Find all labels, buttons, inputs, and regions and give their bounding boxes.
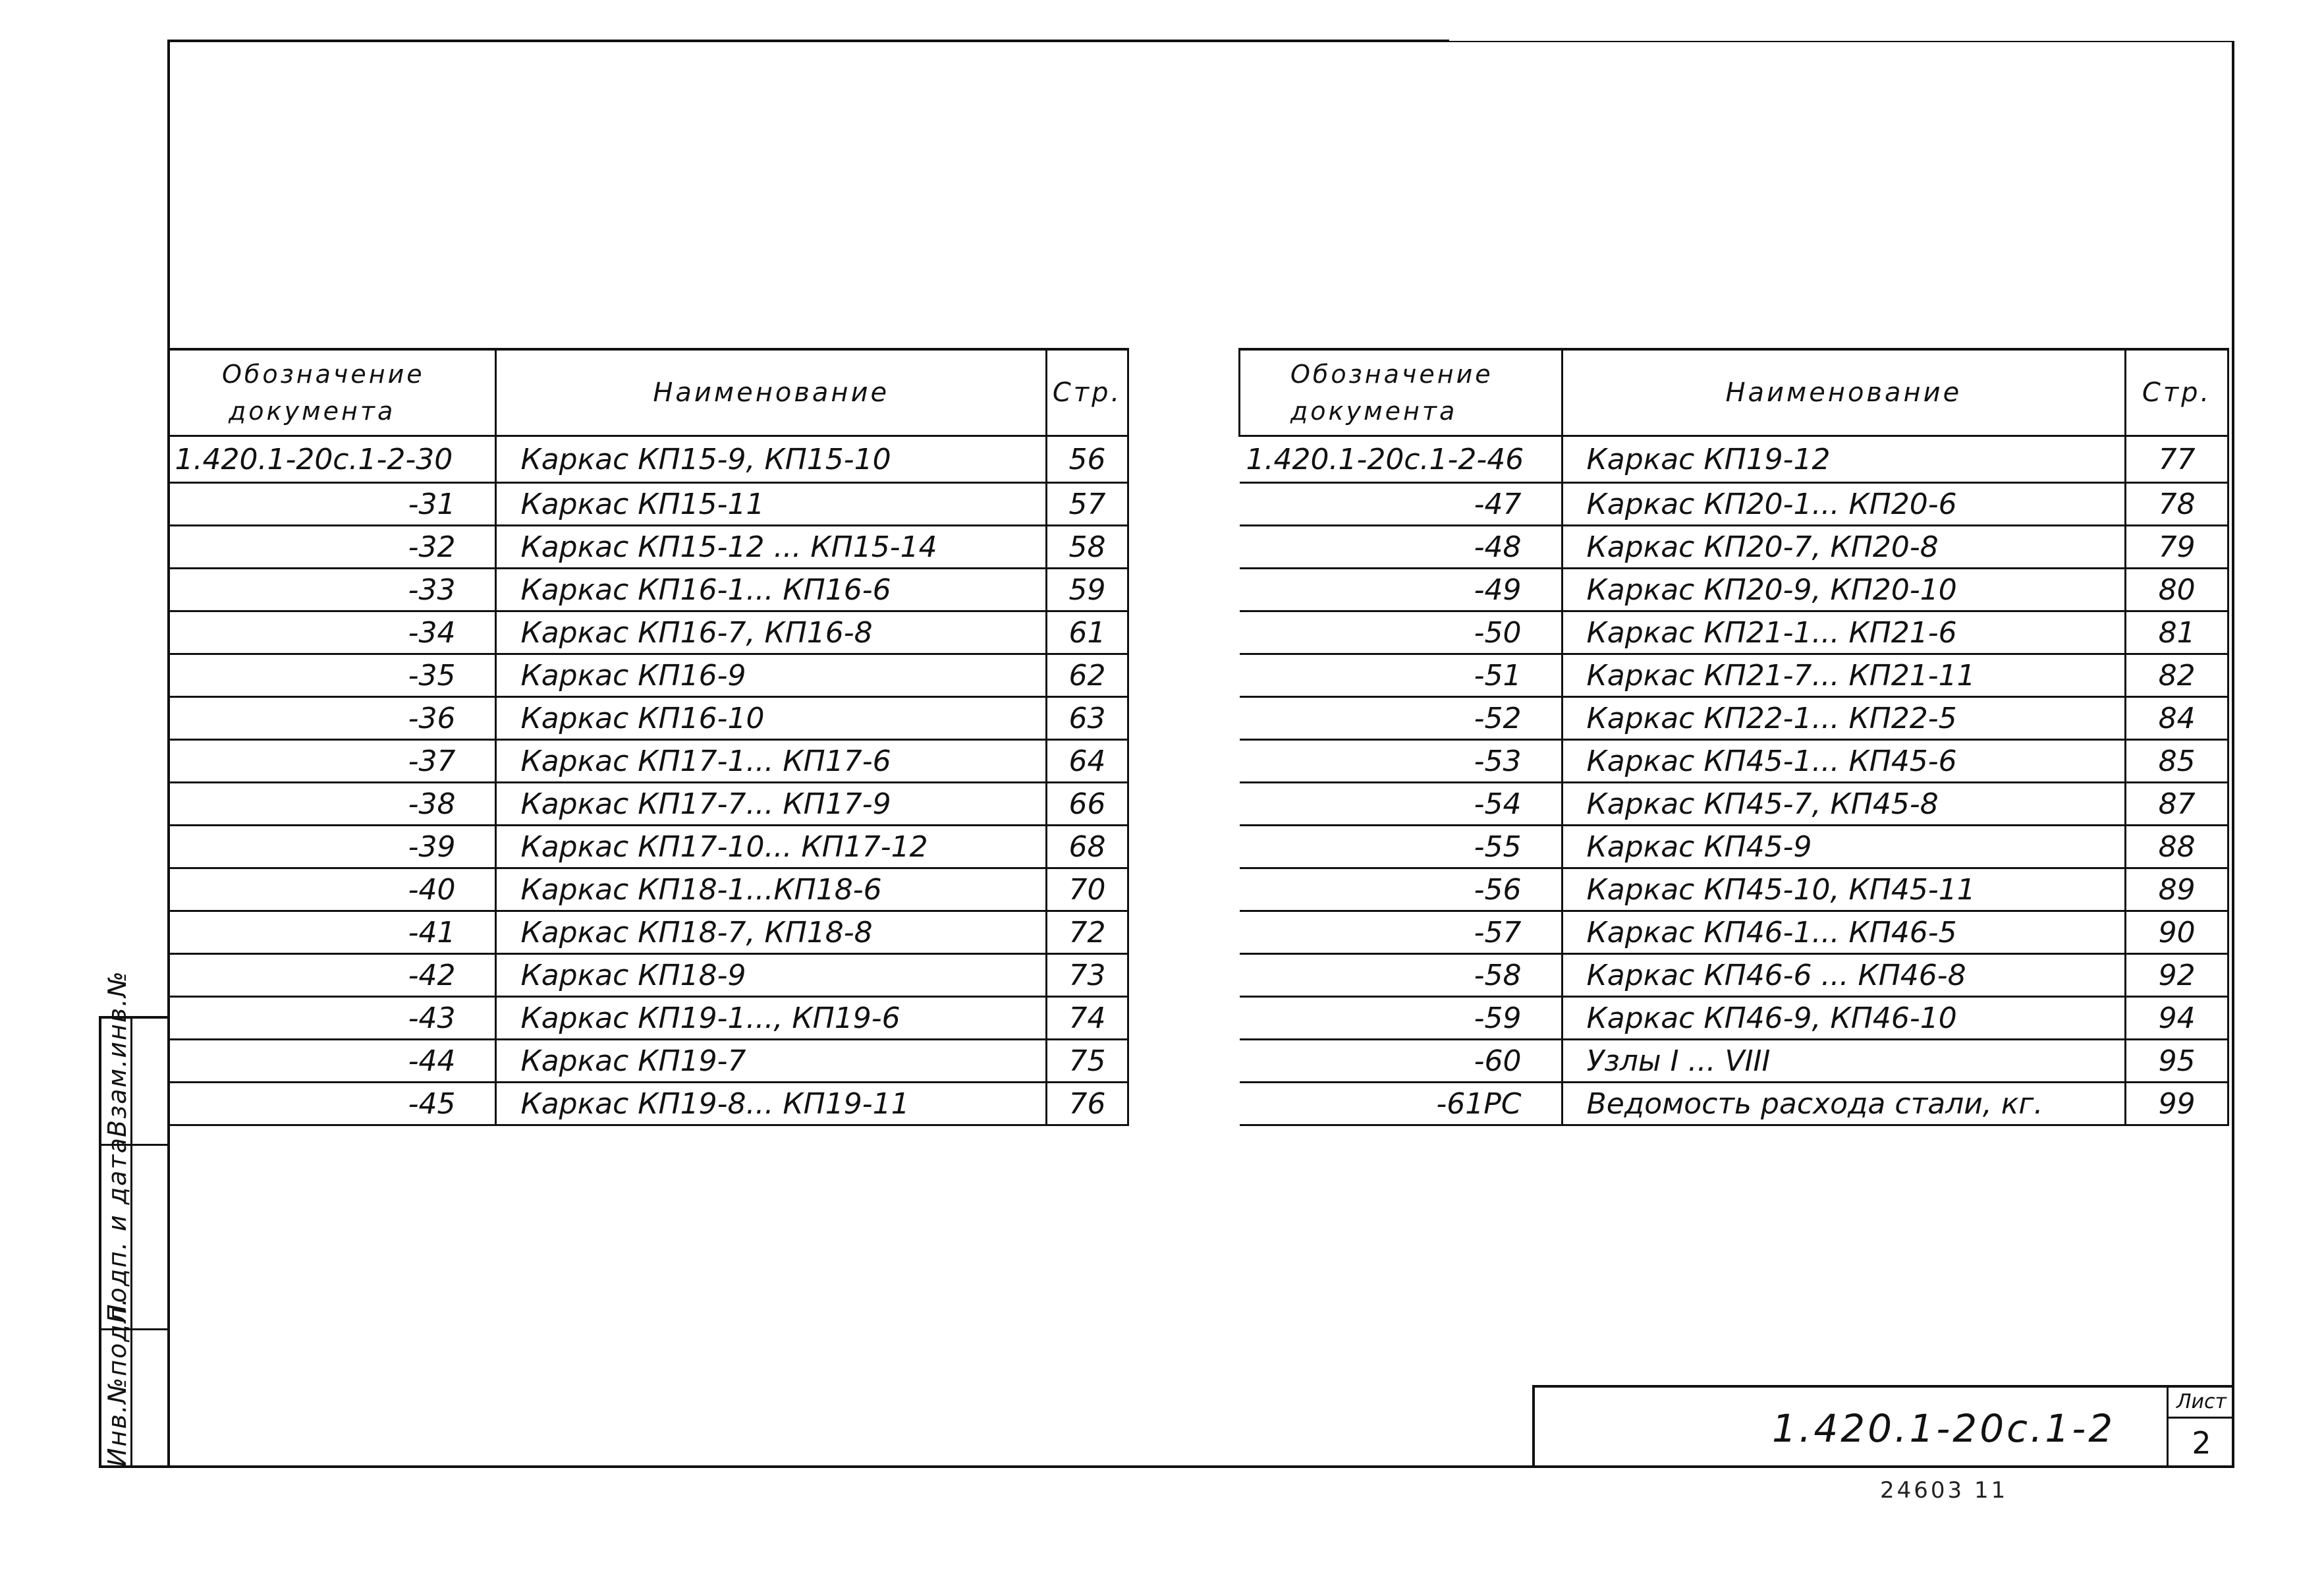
table-row [1240, 654, 2228, 697]
row-name: Каркас КП16-9 [496, 654, 1047, 697]
table-row [1240, 697, 2228, 740]
row-page: 73 [1047, 954, 1128, 997]
row-name: Каркас КП20-7, КП20-8 [1562, 526, 2126, 569]
header-page: Стр. [1047, 349, 1128, 436]
row-name: Каркас КП19-12 [1562, 436, 2126, 483]
table-row [1240, 826, 2228, 868]
header-page: Стр. [2126, 349, 2228, 436]
row-code: -43 [169, 997, 496, 1040]
row-code: -51 [1240, 654, 1563, 697]
row-page: 89 [2126, 868, 2228, 911]
row-code: -60 [1240, 1040, 1563, 1083]
table-row [169, 1083, 1128, 1125]
row-name: Каркас КП19-8... КП19-11 [496, 1083, 1047, 1125]
row-code: -59 [1240, 997, 1563, 1040]
table-row [1240, 954, 2228, 997]
row-page: 59 [1047, 569, 1128, 611]
header-code-line1: Обозначение [222, 360, 425, 389]
side-approval-strip [99, 970, 167, 1468]
header-name: Наименование [1562, 349, 2126, 436]
table-row [169, 783, 1128, 826]
row-code: -47 [1240, 483, 1563, 526]
sheet-box [2167, 1388, 2234, 1468]
row-code: -37 [169, 740, 496, 783]
table-row [1240, 911, 2228, 954]
vzam-inv-label: Взам.инв.№ [103, 970, 132, 1137]
table-row [169, 954, 1128, 997]
row-page: 92 [2126, 954, 2228, 997]
header-code [1240, 349, 1563, 436]
row-name: Каркас КП20-9, КП20-10 [1562, 569, 2126, 611]
table-row [169, 436, 1128, 483]
row-name: Каркас КП15-9, КП15-10 [496, 436, 1047, 483]
row-code: -57 [1240, 911, 1563, 954]
row-page: 76 [1047, 1083, 1128, 1125]
table-row [1240, 997, 2228, 1040]
podp-data-label: Подп. и дата [103, 1137, 132, 1323]
row-code: 1.420.1-20с.1-2-30 [169, 436, 496, 483]
row-code: -54 [1240, 783, 1563, 826]
table-row [169, 826, 1128, 868]
row-code: -56 [1240, 868, 1563, 911]
header-code-line1: Обозначение [1290, 360, 1493, 389]
row-code: -61РС [1240, 1083, 1563, 1125]
header-name: Наименование [496, 349, 1047, 436]
row-code: -33 [169, 569, 496, 611]
row-name: Каркас КП18-9 [496, 954, 1047, 997]
row-code: -38 [169, 783, 496, 826]
row-code: -53 [1240, 740, 1563, 783]
row-code: -41 [169, 911, 496, 954]
inv-podl-label: Инв.№подл. [103, 1296, 132, 1467]
header-code-line2: документа [1290, 397, 1458, 426]
table-row [1240, 783, 2228, 826]
table-row [1240, 436, 2228, 483]
table-row [169, 526, 1128, 569]
row-name: Каркас КП18-7, КП18-8 [496, 911, 1047, 954]
row-page: 99 [2126, 1083, 2228, 1125]
row-name: Каркас КП46-6 ... КП46-8 [1562, 954, 2126, 997]
row-page: 82 [2126, 654, 2228, 697]
table-row [169, 697, 1128, 740]
row-page: 85 [2126, 740, 2228, 783]
row-code: -39 [169, 826, 496, 868]
row-page: 95 [2126, 1040, 2228, 1083]
table-row [169, 997, 1128, 1040]
row-name: Каркас КП15-12 ... КП15-14 [496, 526, 1047, 569]
row-page: 57 [1047, 483, 1128, 526]
row-page: 87 [2126, 783, 2228, 826]
table-row [169, 569, 1128, 611]
row-page: 64 [1047, 740, 1128, 783]
table-row [169, 654, 1128, 697]
row-code: -48 [1240, 526, 1563, 569]
table-row [1240, 569, 2228, 611]
header-code-line2: документа [229, 397, 396, 426]
row-code: -45 [169, 1083, 496, 1125]
row-page: 81 [2126, 611, 2228, 654]
table-row [169, 611, 1128, 654]
row-code: -58 [1240, 954, 1563, 997]
table-row [1240, 740, 2228, 783]
table-row [169, 1040, 1128, 1083]
table-row [1240, 1040, 2228, 1083]
row-code: -42 [169, 954, 496, 997]
row-code: -49 [1240, 569, 1563, 611]
row-name: Каркас КП16-10 [496, 697, 1047, 740]
row-page: 58 [1047, 526, 1128, 569]
row-name: Каркас КП21-7... КП21-11 [1562, 654, 2126, 697]
row-page: 78 [2126, 483, 2228, 526]
sheet-number: 2 [2192, 1425, 2211, 1461]
row-code: -55 [1240, 826, 1563, 868]
row-name: Каркас КП19-7 [496, 1040, 1047, 1083]
row-name: Узлы I ... VIII [1562, 1040, 2126, 1083]
title-stamp [1532, 1385, 2234, 1468]
row-code: -52 [1240, 697, 1563, 740]
row-page: 79 [2126, 526, 2228, 569]
row-name: Каркас КП17-1... КП17-6 [496, 740, 1047, 783]
table-row [1240, 611, 2228, 654]
row-name: Каркас КП18-1...КП18-6 [496, 868, 1047, 911]
row-name: Каркас КП16-1... КП16-6 [496, 569, 1047, 611]
row-page: 61 [1047, 611, 1128, 654]
table-row [169, 911, 1128, 954]
row-page: 62 [1047, 654, 1128, 697]
row-page: 84 [2126, 697, 2228, 740]
row-page: 88 [2126, 826, 2228, 868]
row-code: -35 [169, 654, 496, 697]
row-page: 94 [2126, 997, 2228, 1040]
header-code [169, 349, 496, 436]
row-name: Каркас КП46-9, КП46-10 [1562, 997, 2126, 1040]
table-row [169, 740, 1128, 783]
row-name: Каркас КП16-7, КП16-8 [496, 611, 1047, 654]
row-name: Каркас КП20-1... КП20-6 [1562, 483, 2126, 526]
row-page: 63 [1047, 697, 1128, 740]
row-name: Каркас КП19-1..., КП19-6 [496, 997, 1047, 1040]
table-row [169, 868, 1128, 911]
table-row [1240, 526, 2228, 569]
row-page: 74 [1047, 997, 1128, 1040]
row-page: 70 [1047, 868, 1128, 911]
row-page: 68 [1047, 826, 1128, 868]
table-row [1240, 483, 2228, 526]
table-row [169, 483, 1128, 526]
footer-archive-number: 24603 11 [1880, 1477, 2008, 1504]
row-code: -50 [1240, 611, 1563, 654]
row-code: -44 [169, 1040, 496, 1083]
row-name: Каркас КП17-10... КП17-12 [496, 826, 1047, 868]
sheet-label: Лист [2169, 1388, 2234, 1419]
contents-table-left [167, 348, 1129, 1126]
contents-table-right [1238, 348, 2229, 1126]
row-page: 56 [1047, 436, 1128, 483]
row-name: Каркас КП17-7... КП17-9 [496, 783, 1047, 826]
row-page: 80 [2126, 569, 2228, 611]
row-name: Каркас КП22-1... КП22-5 [1562, 697, 2126, 740]
row-code: -32 [169, 526, 496, 569]
row-page: 90 [2126, 911, 2228, 954]
row-code: -40 [169, 868, 496, 911]
row-code: -31 [169, 483, 496, 526]
row-page: 72 [1047, 911, 1128, 954]
row-name: Каркас КП46-1... КП46-5 [1562, 911, 2126, 954]
row-name: Каркас КП45-10, КП45-11 [1562, 868, 2126, 911]
row-name: Каркас КП45-9 [1562, 826, 2126, 868]
row-name: Каркас КП15-11 [496, 483, 1047, 526]
row-code: -36 [169, 697, 496, 740]
frame-top-faded-segment [1449, 37, 2234, 41]
row-name: Каркас КП21-1... КП21-6 [1562, 611, 2126, 654]
row-name: Каркас КП45-1... КП45-6 [1562, 740, 2126, 783]
row-page: 75 [1047, 1040, 1128, 1083]
row-code: -34 [169, 611, 496, 654]
row-name: Ведомость расхода стали, кг. [1562, 1083, 2126, 1125]
table-row [1240, 868, 2228, 911]
document-designation: 1.420.1-20с.1-2 [1772, 1406, 2116, 1451]
row-page: 66 [1047, 783, 1128, 826]
row-name: Каркас КП45-7, КП45-8 [1562, 783, 2126, 826]
row-page: 77 [2126, 436, 2228, 483]
table-row [1240, 1083, 2228, 1125]
row-code: 1.420.1-20с.1-2-46 [1240, 436, 1563, 483]
